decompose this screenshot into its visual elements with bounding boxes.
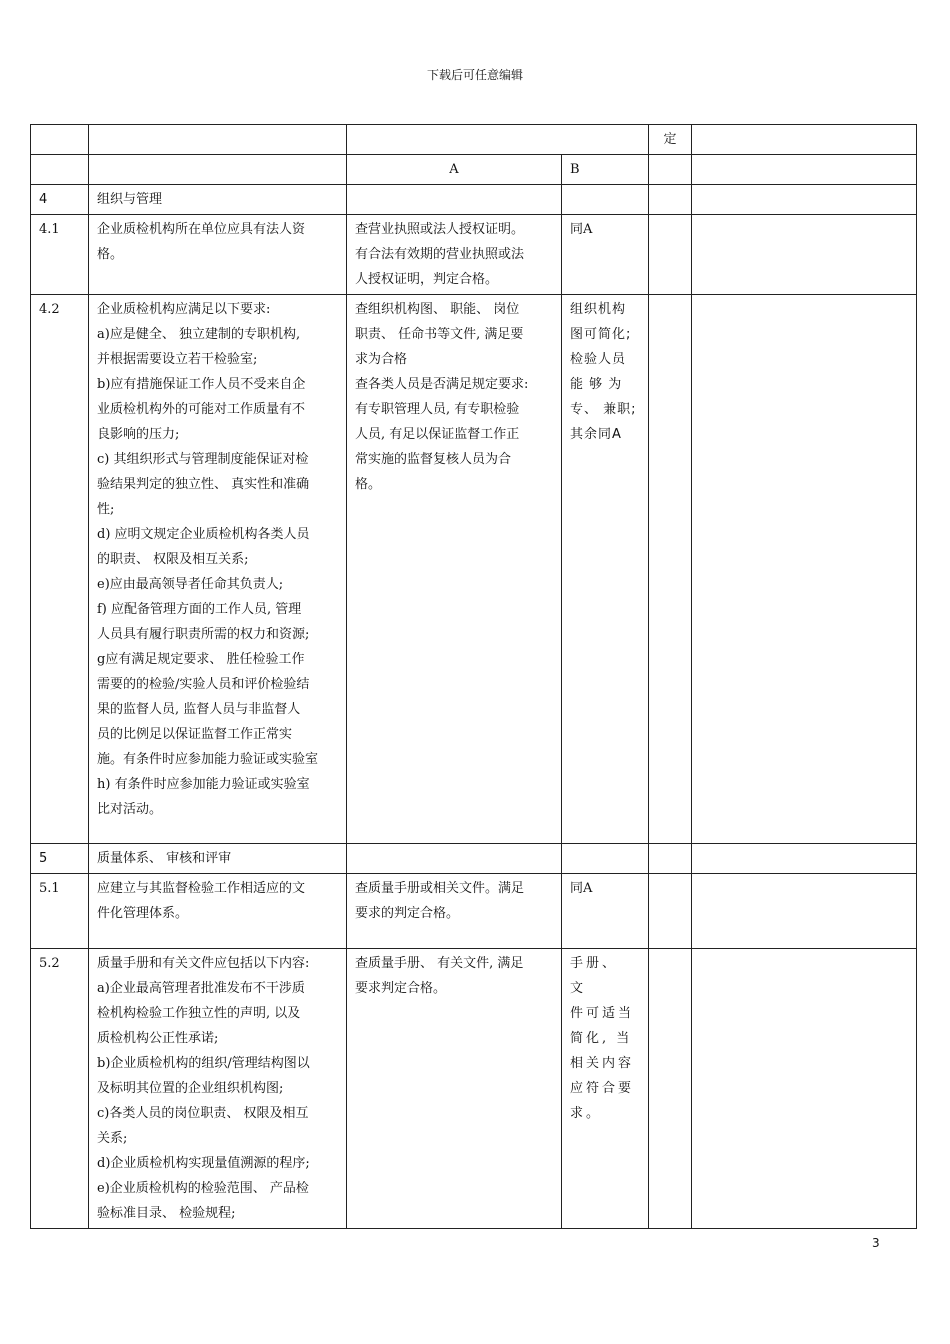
- requirement-line: e)企业质检机构的检验范围、 产品检: [97, 1181, 309, 1196]
- requirement-line: 验标准目录、 检验规程;: [97, 1206, 236, 1221]
- table-row-4-1: [31, 215, 917, 295]
- cell-empty: [89, 125, 347, 155]
- requirement-line: 企业质检机构所在单位应具有法人资: [97, 222, 306, 237]
- requirement-line: 及标明其位置的企业组织机构图;: [97, 1081, 284, 1096]
- method-b-line: 简化, 当: [570, 1031, 633, 1046]
- method-b-line: 相关内容: [570, 1056, 635, 1071]
- requirement-line: 的职责、 权限及相互关系;: [97, 552, 249, 567]
- cell-empty: [692, 185, 917, 215]
- table-row-5-1: [31, 874, 917, 949]
- requirement-line: e)应由最高领导者任命其负责人;: [97, 577, 284, 592]
- item-number: 4.2: [31, 295, 89, 844]
- requirement-line: a)企业最高管理者批准发布不干涉质: [97, 981, 305, 996]
- method-b-line: 专、 兼职;: [570, 402, 637, 417]
- header-cell-b: B: [562, 155, 649, 185]
- requirement-line: 并根据需要设立若干检验室;: [97, 352, 258, 367]
- method-a-line: 求为合格: [355, 352, 408, 367]
- table-header-row-1: [31, 125, 917, 155]
- item-number: 5.1: [31, 874, 89, 949]
- requirement-line: b)企业质检机构的组织/管理结构图以: [97, 1056, 310, 1071]
- method-a-line: 职责、 任命书等文件, 满足要: [355, 327, 524, 342]
- requirement-cell: [89, 874, 347, 949]
- method-b-line: 图可简化;: [570, 327, 632, 342]
- method-b-cell: 同A: [562, 215, 649, 295]
- cell-empty: [692, 874, 917, 949]
- requirement-line: c) 其组织形式与管理制度能保证对检: [97, 452, 309, 467]
- method-b-cell: 同A: [562, 874, 649, 949]
- requirement-line: 业质检机构外的可能对工作质量有不: [97, 402, 306, 417]
- requirement-line: 关系;: [97, 1131, 128, 1146]
- table-row-5-2: [31, 949, 917, 1229]
- method-b-line: 件可适当: [570, 1006, 635, 1021]
- cell-empty: [649, 215, 692, 295]
- requirement-line: 检机构检验工作独立性的声明, 以及: [97, 1006, 301, 1021]
- method-a-line: 要求判定合格。: [355, 981, 447, 996]
- method-a-line: 人员, 有足以保证监督工作正: [355, 427, 520, 442]
- method-a-line: 人授权证明，判定合格。: [355, 272, 499, 287]
- section-row-5: [31, 844, 917, 874]
- method-a-line: 有合法有效期的营业执照或法: [355, 247, 525, 262]
- cell-empty: [692, 295, 917, 844]
- cell-empty: [347, 844, 562, 874]
- section-row-4: [31, 185, 917, 215]
- section-number: 4: [31, 185, 89, 215]
- requirement-line: 员的比例足以保证监督工作正常实: [97, 727, 293, 742]
- requirement-line: 果的监督人员, 监督人员与非监督人: [97, 702, 301, 717]
- requirement-line: b)应有措施保证工作人员不受来自企: [97, 377, 306, 392]
- table-row-4-2: [31, 295, 917, 844]
- requirement-line: 格。: [97, 247, 124, 262]
- cell-empty: [31, 125, 89, 155]
- header-cell-ding: 定: [649, 125, 692, 155]
- cell-empty: [562, 185, 649, 215]
- section-title: 质量体系、 审核和评审: [89, 844, 347, 874]
- method-a-line: 查质量手册或相关文件。满足: [355, 881, 525, 896]
- method-a-line: 要求的判定合格。: [355, 906, 460, 921]
- cell-empty: [649, 874, 692, 949]
- cell-empty: [347, 125, 649, 155]
- requirement-line: c)各类人员的岗位职责、 权限及相互: [97, 1106, 309, 1121]
- cell-empty: [692, 125, 917, 155]
- requirement-line: d) 应明文规定企业质检机构各类人员: [97, 527, 310, 542]
- requirement-line: h) 有条件时应参加能力验证或实验室: [97, 777, 310, 792]
- method-a-line: 查营业执照或法人授权证明。: [355, 222, 525, 237]
- method-a-cell: [347, 874, 562, 949]
- requirement-line: 需要的的检验/实验人员和评价检验结: [97, 677, 310, 692]
- item-number: 4.1: [31, 215, 89, 295]
- method-a-cell: [347, 295, 562, 844]
- requirement-line: d)企业质检机构实现量值溯源的程序;: [97, 1156, 310, 1171]
- requirement-line: f) 应配备管理方面的工作人员, 管理: [97, 602, 302, 617]
- section-title: 组织与管理: [89, 185, 347, 215]
- method-a-line: 查质量手册、 有关文件, 满足: [355, 956, 524, 971]
- requirement-line: a)应是健全、 独立建制的专职机构,: [97, 327, 301, 342]
- method-a-line: 格。: [355, 477, 382, 492]
- section-number: 5: [31, 844, 89, 874]
- method-b-line: 手册、 文: [570, 956, 619, 996]
- method-b-cell: [562, 295, 649, 844]
- requirement-line: g应有满足规定要求、 胜任检验工作: [97, 652, 305, 667]
- requirement-line: 良影响的压力;: [97, 427, 180, 442]
- method-a-line: 有专职管理人员, 有专职检验: [355, 402, 520, 417]
- cell-empty: [649, 295, 692, 844]
- requirement-line: 件化管理体系。: [97, 906, 189, 921]
- cell-empty: [649, 949, 692, 1229]
- requirement-line: 质检机构公正性承诺;: [97, 1031, 219, 1046]
- method-b-line: 应符合要: [570, 1081, 635, 1096]
- inspection-table: [30, 124, 917, 1229]
- method-a-line: 查各类人员是否满足规定要求:: [355, 377, 529, 392]
- requirement-line: 施。有条件时应参加能力验证或实验室: [97, 752, 319, 767]
- cell-empty: [692, 155, 917, 185]
- cell-empty: [692, 949, 917, 1229]
- page-number: 3: [872, 1236, 880, 1250]
- requirement-line: 比对活动。: [97, 802, 163, 817]
- requirement-line: 质量手册和有关文件应包括以下内容:: [97, 956, 310, 971]
- cell-empty: [692, 844, 917, 874]
- requirement-line: 性;: [97, 502, 115, 517]
- cell-empty: [31, 155, 89, 185]
- requirement-cell: [89, 215, 347, 295]
- header-cell-a: A: [347, 155, 562, 185]
- method-b-line: 其余同A: [570, 427, 622, 442]
- requirement-line: 企业质检机构应满足以下要求:: [97, 302, 271, 317]
- method-a-cell: [347, 949, 562, 1229]
- cell-empty: [649, 844, 692, 874]
- method-b-line: 求。: [570, 1106, 603, 1121]
- requirement-cell: [89, 295, 347, 844]
- page-header: 下载后可任意编辑: [426, 68, 523, 82]
- method-a-line: 常实施的监督复核人员为合: [355, 452, 512, 467]
- method-a-line: 查组织机构图、 职能、 岗位: [355, 302, 520, 317]
- cell-empty: [89, 155, 347, 185]
- cell-empty: [562, 844, 649, 874]
- requirement-line: 应建立与其监督检验工作相适应的文: [97, 881, 306, 896]
- cell-empty: [649, 155, 692, 185]
- cell-empty: [692, 215, 917, 295]
- item-number: 5.2: [31, 949, 89, 1229]
- cell-empty: [347, 185, 562, 215]
- table-header-row-2: [31, 155, 917, 185]
- method-b-cell: [562, 949, 649, 1229]
- method-b-line: 检验人员: [570, 352, 627, 367]
- method-b-line: 组织机构: [570, 302, 627, 317]
- method-b-line: 能 够 为: [570, 377, 623, 392]
- requirement-line: 人员具有履行职责所需的权力和资源;: [97, 627, 310, 642]
- cell-empty: [649, 185, 692, 215]
- requirement-cell: [89, 949, 347, 1229]
- method-a-cell: [347, 215, 562, 295]
- requirement-line: 验结果判定的独立性、 真实性和准确: [97, 477, 310, 492]
